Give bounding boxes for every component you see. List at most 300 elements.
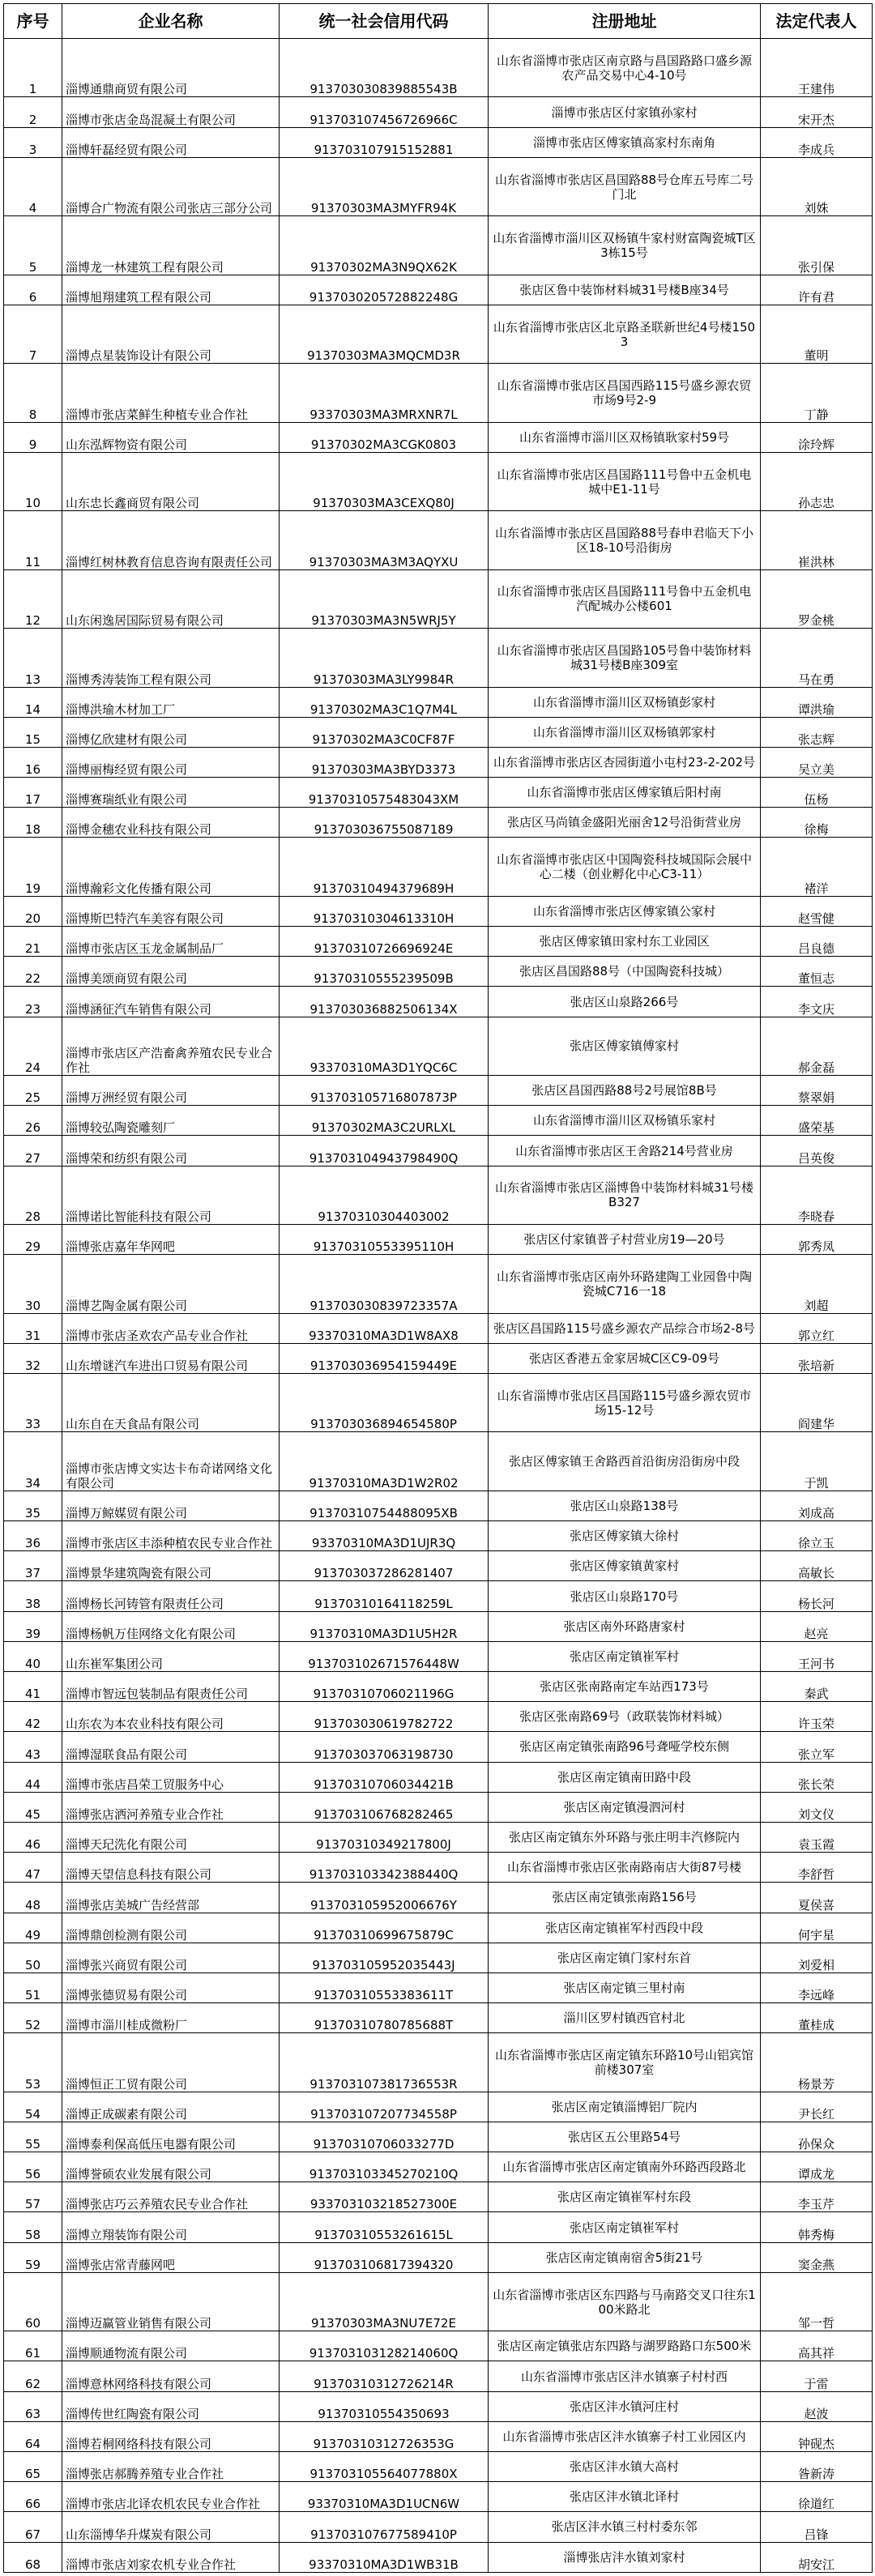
cell-legal-rep: 吕锋	[761, 2512, 873, 2542]
cell-legal-rep: 李晓春	[761, 1166, 873, 1224]
table-row	[4, 305, 873, 363]
cell-address: 张店区傅家镇田家村东工业园区	[489, 927, 761, 957]
cell-legal-rep: 张培新	[761, 1343, 873, 1373]
cell-legal-rep: 刘爱相	[761, 1943, 873, 1973]
cell-credit-code: 913703104943798490Q	[280, 1136, 489, 1166]
cell-credit-code: 91370303MA3NU7E72E	[280, 2272, 489, 2331]
cell-address: 淄博张店沣水镇刘家村	[489, 2542, 761, 2572]
cell-credit-code: 91370310164118259L	[280, 1581, 489, 1611]
cell-address: 张店区香港五金家居城C区C9-09号	[489, 1343, 761, 1373]
cell-no: 34	[4, 1432, 62, 1491]
cell-address: 张店区南定镇门家村东首	[489, 1943, 761, 1973]
table-row	[4, 927, 873, 957]
cell-address: 山东省淄博市张店区南外环路建陶工业园鲁中陶瓷城C716一18	[489, 1255, 761, 1313]
cell-no: 60	[4, 2272, 62, 2331]
table-row	[4, 1822, 873, 1852]
cell-address: 山东省淄博市张店区南京路与昌国路路口盛乡源农产品交易中心4-10号	[489, 39, 761, 97]
cell-legal-rep: 李远峰	[761, 1973, 873, 2002]
cell-address: 山东省淄博市张店区昌国路115号盛乡源农贸市场15-12号	[489, 1374, 761, 1432]
table-row	[4, 1166, 873, 1224]
cell-legal-rep: 郭立红	[761, 1313, 873, 1343]
enterprise-table	[3, 3, 873, 2573]
cell-credit-code: 93370310MA3D1WB31B	[280, 2542, 489, 2572]
cell-no: 51	[4, 1973, 62, 2002]
cell-company-name: 淄博立翔装饰有限公司	[62, 2212, 280, 2242]
cell-no: 44	[4, 1762, 62, 1792]
cell-company-name: 淄博天玘洗化有限公司	[62, 1822, 280, 1852]
cell-legal-rep: 昝新涛	[761, 2451, 873, 2481]
cell-credit-code: 91370303MA3MYFR94K	[280, 157, 489, 215]
table-row	[4, 1521, 873, 1551]
cell-credit-code: 913703030839885543B	[280, 39, 489, 97]
cell-address: 张店区山泉路138号	[489, 1491, 761, 1520]
table-row	[4, 1491, 873, 1520]
table-row	[4, 1255, 873, 1313]
cell-address: 张店区付家镇普子村营业房19—20号	[489, 1225, 761, 1255]
cell-company-name: 淄博杨长河铸管有限责任公司	[62, 1581, 280, 1611]
cell-legal-rep: 赵波	[761, 2391, 873, 2421]
cell-no: 52	[4, 2003, 62, 2033]
cell-address: 张店区沣水镇三村村委东邻	[489, 2512, 761, 2542]
cell-address: 山东省淄博市淄川区双杨镇耿家村59号	[489, 422, 761, 452]
cell-legal-rep: 徐立玉	[761, 1521, 873, 1551]
table-row	[4, 569, 873, 628]
cell-address: 张店区南定镇崔军村	[489, 1641, 761, 1671]
cell-legal-rep: 徐道红	[761, 2482, 873, 2512]
table-row	[4, 1017, 873, 1075]
cell-company-name: 山东农为本农业科技有限公司	[62, 1702, 280, 1732]
cell-legal-rep: 窦金燕	[761, 2242, 873, 2272]
cell-no: 21	[4, 927, 62, 957]
cell-company-name: 淄博轩磊经贸有限公司	[62, 127, 280, 157]
table-row	[4, 2361, 873, 2391]
cell-legal-rep: 胡安江	[761, 2542, 873, 2572]
cell-address: 张店区南定镇崔军村西段中段	[489, 1913, 761, 1943]
table-row	[4, 2212, 873, 2242]
cell-legal-rep: 于凯	[761, 1432, 873, 1491]
cell-credit-code: 913703036954159449E	[280, 1343, 489, 1373]
cell-credit-code: 93370310MA3D1UCN6W	[280, 2482, 489, 2512]
table-row	[4, 2451, 873, 2481]
cell-company-name: 淄博市张店刘家农机专业合作社	[62, 2542, 280, 2572]
table-row	[4, 2003, 873, 2033]
cell-no: 64	[4, 2421, 62, 2451]
cell-no: 46	[4, 1822, 62, 1852]
cell-company-name: 淄博万洲经贸有限公司	[62, 1076, 280, 1106]
cell-credit-code: 93370303MA3MRXNR7L	[280, 364, 489, 422]
table-row	[4, 1913, 873, 1943]
cell-no: 45	[4, 1792, 62, 1822]
table-row	[4, 717, 873, 747]
table-row	[4, 1883, 873, 1913]
cell-no: 37	[4, 1551, 62, 1581]
cell-company-name: 淄博市张店北译农机农民专业合作社	[62, 2482, 280, 2512]
cell-company-name: 淄博传世红陶瓷有限公司	[62, 2391, 280, 2421]
cell-address: 张店区南定镇张店东四路与湖罗路路口东500米	[489, 2331, 761, 2361]
cell-legal-rep: 褚洋	[761, 838, 873, 896]
cell-no: 7	[4, 305, 62, 363]
cell-address: 张店区南定镇南宿舍5街21号	[489, 2242, 761, 2272]
cell-legal-rep: 刘姝	[761, 157, 873, 215]
cell-company-name: 淄博张店美城广告经营部	[62, 1883, 280, 1913]
cell-no: 23	[4, 987, 62, 1017]
cell-legal-rep: 伍杨	[761, 778, 873, 808]
cell-company-name: 山东增谜汽车进出口贸易有限公司	[62, 1343, 280, 1373]
cell-legal-rep: 孙志忠	[761, 452, 873, 510]
cell-no: 54	[4, 2092, 62, 2122]
cell-company-name: 淄博市张店圣欢农产品专业合作社	[62, 1313, 280, 1343]
cell-credit-code: 913703103128214060Q	[280, 2331, 489, 2361]
table-row	[4, 1432, 873, 1491]
cell-no: 13	[4, 629, 62, 687]
table-row	[4, 2092, 873, 2122]
cell-credit-code: 91370310780785688T	[280, 2003, 489, 2033]
cell-company-name: 淄博涵征汽车销售有限公司	[62, 987, 280, 1017]
cell-legal-rep: 高敏长	[761, 1551, 873, 1581]
cell-credit-code: 91370310MA3D1U5H2R	[280, 1611, 489, 1641]
enterprise-table-sheet	[3, 3, 872, 2573]
table-row	[4, 747, 873, 777]
cell-address: 张店区南定镇三里村南	[489, 1973, 761, 2002]
table-row	[4, 1672, 873, 1702]
cell-credit-code: 91370310304613310H	[280, 896, 489, 926]
cell-legal-rep: 罗金桃	[761, 569, 873, 628]
cell-company-name: 淄博斯巴特汽车美容有限公司	[62, 896, 280, 926]
cell-credit-code: 91370310575483043XM	[280, 778, 489, 808]
cell-address: 山东省淄博市张店区昌国路111号鲁中五金机电汽配城办公楼601	[489, 569, 761, 628]
cell-address: 张店区山泉路170号	[489, 1581, 761, 1611]
table-body	[4, 39, 873, 2573]
cell-no: 20	[4, 896, 62, 926]
header-rep: 法定代表人	[761, 4, 873, 39]
cell-company-name: 淄博市淄川桂成微粉厂	[62, 2003, 280, 2033]
cell-company-name: 山东泓辉物资有限公司	[62, 422, 280, 452]
cell-legal-rep: 董恒志	[761, 957, 873, 987]
cell-address: 山东省淄博市张店区傅家镇公家村	[489, 896, 761, 926]
cell-credit-code: 913703106768282465	[280, 1792, 489, 1822]
cell-legal-rep: 袁玉霞	[761, 1822, 873, 1852]
cell-legal-rep: 秦武	[761, 1672, 873, 1702]
cell-legal-rep: 张立军	[761, 1732, 873, 1762]
cell-no: 25	[4, 1076, 62, 1106]
cell-address: 张店区昌国路115号盛乡源农产品综合市场2-8号	[489, 1313, 761, 1343]
table-row	[4, 127, 873, 157]
cell-credit-code: 913703103345270210Q	[280, 2152, 489, 2182]
cell-address: 山东省淄博市淄川区双杨镇郭家村	[489, 717, 761, 747]
cell-company-name: 淄博通鼎商贸有限公司	[62, 39, 280, 97]
cell-credit-code: 91370310349217800J	[280, 1822, 489, 1852]
cell-legal-rep: 赵亮	[761, 1611, 873, 1641]
cell-company-name: 淄博红树林教育信息咨询有限责任公司	[62, 511, 280, 569]
table-row	[4, 2391, 873, 2421]
cell-address: 张店区张南路南定车站西173号	[489, 1672, 761, 1702]
table-row	[4, 275, 873, 305]
cell-address: 张店区南定镇崔军村东段	[489, 2182, 761, 2212]
cell-address: 张店区五公里路54号	[489, 2122, 761, 2152]
cell-credit-code: 91370303MA3LY9984R	[280, 629, 489, 687]
table-row	[4, 452, 873, 510]
cell-credit-code: 91370302MA3N9QX62K	[280, 216, 489, 275]
cell-credit-code: 91370310312726214R	[280, 2361, 489, 2391]
cell-address: 淄川区罗村镇西官村北	[489, 2003, 761, 2033]
cell-legal-rep: 董明	[761, 305, 873, 363]
cell-no: 68	[4, 2542, 62, 2572]
cell-legal-rep: 崔洪林	[761, 511, 873, 569]
table-row	[4, 778, 873, 808]
cell-legal-rep: 董桂成	[761, 2003, 873, 2033]
cell-company-name: 淄博市张店区玉龙金属制品厂	[62, 927, 280, 957]
cell-company-name: 淄博张店常青藤网吧	[62, 2242, 280, 2272]
cell-no: 38	[4, 1581, 62, 1611]
cell-company-name: 淄博若桐网络科技有限公司	[62, 2421, 280, 2451]
cell-company-name: 淄博意林网络科技有限公司	[62, 2361, 280, 2391]
cell-company-name: 淄博龙一林建筑工程有限公司	[62, 216, 280, 275]
cell-no: 57	[4, 2182, 62, 2212]
cell-company-name: 山东自在天食品有限公司	[62, 1374, 280, 1432]
cell-credit-code: 91370303MA3CEXQ80J	[280, 452, 489, 510]
cell-credit-code: 91370302MA3C1Q7M4L	[280, 687, 489, 717]
cell-no: 5	[4, 216, 62, 275]
cell-credit-code: 91370303MA3N5WRJ5Y	[280, 569, 489, 628]
cell-address: 山东省淄博市张店区沣水镇寨子村工业园区内	[489, 2421, 761, 2451]
cell-legal-rep: 高其祥	[761, 2331, 873, 2361]
cell-address: 山东省淄博市张店区昌国西路115号盛乡源农贸市场9号2-9	[489, 364, 761, 422]
cell-legal-rep: 李文庆	[761, 987, 873, 1017]
cell-no: 32	[4, 1343, 62, 1373]
cell-legal-rep: 王建伟	[761, 39, 873, 97]
cell-company-name: 淄博诺比智能科技有限公司	[62, 1166, 280, 1224]
cell-company-name: 淄博正成碳素有限公司	[62, 2092, 280, 2122]
cell-company-name: 淄博万鲸媒贸有限公司	[62, 1491, 280, 1520]
cell-address: 山东省淄博市张店区沣水镇寨子村村西	[489, 2361, 761, 2391]
cell-no: 40	[4, 1641, 62, 1671]
cell-no: 18	[4, 808, 62, 838]
cell-address: 山东省淄博市张店区昌国路111号鲁中五金机电城中E1-11号	[489, 452, 761, 510]
cell-address: 山东省淄博市张店区昌国路88号仓库五号库二号门北	[489, 157, 761, 215]
cell-legal-rep: 赵雪健	[761, 896, 873, 926]
table-row	[4, 2331, 873, 2361]
cell-no: 67	[4, 2512, 62, 2542]
cell-credit-code: 93370310MA3D1YQC6C	[280, 1017, 489, 1075]
cell-address: 山东省淄博市张店区淄博鲁中装饰材料城31号楼B327	[489, 1166, 761, 1224]
header-no: 序号	[4, 4, 62, 39]
cell-company-name: 淄博杨帆万佳网络文化有限公司	[62, 1611, 280, 1641]
cell-credit-code: 91370303MA3MQCMD3R	[280, 305, 489, 363]
cell-legal-rep: 杨景芳	[761, 2033, 873, 2092]
cell-credit-code: 91370310304403002	[280, 1166, 489, 1224]
cell-credit-code: 913703107381736553R	[280, 2033, 489, 2092]
cell-company-name: 淄博秀涛装饰工程有限公司	[62, 629, 280, 687]
cell-address: 张店区沣水镇河庄村	[489, 2391, 761, 2421]
cell-credit-code: 913703036894654580P	[280, 1374, 489, 1432]
cell-credit-code: 93370310MA3D1W8AX8	[280, 1313, 489, 1343]
cell-no: 14	[4, 687, 62, 717]
cell-address: 山东省淄博市张店区昌国路105号鲁中装饰材料城31号楼B座309室	[489, 629, 761, 687]
cell-no: 30	[4, 1255, 62, 1313]
cell-credit-code: 91370310312726353G	[280, 2421, 489, 2451]
table-row	[4, 957, 873, 987]
cell-credit-code: 91370302MA3C0CF87F	[280, 717, 489, 747]
cell-company-name: 淄博张店郝腾养殖专业合作社	[62, 2451, 280, 2481]
cell-no: 4	[4, 157, 62, 215]
cell-address: 张店区南定镇张南路96号聋哑学校东侧	[489, 1732, 761, 1762]
table-row	[4, 1943, 873, 1973]
cell-no: 63	[4, 2391, 62, 2421]
cell-no: 6	[4, 275, 62, 305]
cell-credit-code: 913703102671576448W	[280, 1641, 489, 1671]
cell-no: 2	[4, 97, 62, 127]
cell-no: 31	[4, 1313, 62, 1343]
cell-credit-code: 913703105564077880X	[280, 2451, 489, 2481]
cell-company-name: 淄博亿欣建材有限公司	[62, 717, 280, 747]
table-row	[4, 808, 873, 838]
cell-credit-code: 91370310706034421B	[280, 1762, 489, 1792]
cell-address: 山东省淄博市张店区王舍路214号营业房	[489, 1136, 761, 1166]
table-row	[4, 422, 873, 452]
cell-legal-rep: 何宇星	[761, 1913, 873, 1943]
cell-no: 62	[4, 2361, 62, 2391]
table-row	[4, 1225, 873, 1255]
cell-company-name: 淄博荣和纺织有限公司	[62, 1136, 280, 1166]
cell-company-name: 淄博丽梅经贸有限公司	[62, 747, 280, 777]
cell-no: 61	[4, 2331, 62, 2361]
cell-credit-code: 933703103218527300E	[280, 2182, 489, 2212]
cell-address: 山东省淄博市张店区东四路与马南路交叉口往东100米路北	[489, 2272, 761, 2331]
cell-address: 张店区南定镇淄博铝厂院内	[489, 2092, 761, 2122]
cell-credit-code: 913703105952035443J	[280, 1943, 489, 1973]
cell-credit-code: 913703107207734558P	[280, 2092, 489, 2122]
cell-address: 山东省淄博市张店区南定镇南外环路西段路北	[489, 2152, 761, 2182]
cell-no: 29	[4, 1225, 62, 1255]
cell-no: 9	[4, 422, 62, 452]
cell-company-name: 淄博市张店区产浩畜禽养殖农民专业合作社	[62, 1017, 280, 1075]
cell-legal-rep: 谭洪瑜	[761, 687, 873, 717]
cell-legal-rep: 阎建华	[761, 1374, 873, 1432]
table-row	[4, 987, 873, 1017]
cell-no: 19	[4, 838, 62, 896]
cell-legal-rep: 于雷	[761, 2361, 873, 2391]
cell-legal-rep: 郭秀凤	[761, 1225, 873, 1255]
table-row	[4, 2152, 873, 2182]
cell-address: 山东省淄博市张店区昌国路88号春申君临天下小区18-10号沿街房	[489, 511, 761, 569]
table-row	[4, 1343, 873, 1373]
table-row	[4, 1313, 873, 1343]
table-row	[4, 1581, 873, 1611]
cell-company-name: 山东崔军集团公司	[62, 1641, 280, 1671]
cell-legal-rep: 郝金磊	[761, 1017, 873, 1075]
cell-credit-code: 913703106817394320	[280, 2242, 489, 2272]
cell-legal-rep: 许玉荣	[761, 1702, 873, 1732]
cell-credit-code: 91370310553383611T	[280, 1973, 489, 2002]
cell-address: 张店区昌国路88号（中国陶瓷科技城）	[489, 957, 761, 987]
cell-legal-rep: 涂玲辉	[761, 422, 873, 452]
cell-no: 48	[4, 1883, 62, 1913]
cell-address: 张店区傅家镇傅家村	[489, 1017, 761, 1075]
cell-credit-code: 913703107677589410P	[280, 2512, 489, 2542]
table-row	[4, 1611, 873, 1641]
cell-company-name: 山东闲逸居国际贸易有限公司	[62, 569, 280, 628]
table-row	[4, 157, 873, 215]
cell-address: 张店区鲁中装饰材料城31号楼B座34号	[489, 275, 761, 305]
cell-no: 65	[4, 2451, 62, 2481]
cell-company-name: 山东淄博华升煤炭有限公司	[62, 2512, 280, 2542]
header-row	[4, 4, 873, 39]
table-row	[4, 1973, 873, 2002]
cell-legal-rep: 邹一哲	[761, 2272, 873, 2331]
cell-credit-code: 913703103342388440Q	[280, 1853, 489, 1883]
cell-company-name: 淄博鼎创检测有限公司	[62, 1913, 280, 1943]
cell-legal-rep: 谭成龙	[761, 2152, 873, 2182]
cell-no: 56	[4, 2152, 62, 2182]
cell-credit-code: 91370310MA3D1W2R02	[280, 1432, 489, 1491]
cell-address: 张店区南定镇漫泗河村	[489, 1792, 761, 1822]
cell-address: 张店区张南路69号（政联装饰材料城）	[489, 1702, 761, 1732]
table-row	[4, 896, 873, 926]
cell-company-name: 淄博市张店金岛混凝土有限公司	[62, 97, 280, 127]
table-row	[4, 97, 873, 127]
cell-company-name: 淄博湿联食品有限公司	[62, 1732, 280, 1762]
cell-address: 张店区傅家镇大徐村	[489, 1521, 761, 1551]
cell-legal-rep: 丁静	[761, 364, 873, 422]
table-row	[4, 2272, 873, 2331]
cell-legal-rep: 孙保众	[761, 2122, 873, 2152]
cell-no: 47	[4, 1853, 62, 1883]
cell-address: 张店区沣水镇大高村	[489, 2451, 761, 2481]
cell-legal-rep: 李舒哲	[761, 1853, 873, 1883]
table-row	[4, 2182, 873, 2212]
table-row	[4, 2542, 873, 2572]
cell-no: 3	[4, 127, 62, 157]
cell-address: 山东省淄博市张店区中国陶瓷科技城国际会展中心二楼（创业孵化中心C3-11）	[489, 838, 761, 896]
cell-address: 张店区南定镇南田路中段	[489, 1762, 761, 1792]
table-row	[4, 2242, 873, 2272]
cell-address: 山东省淄博市淄川区双杨镇彭家村	[489, 687, 761, 717]
cell-no: 28	[4, 1166, 62, 1224]
cell-credit-code: 91370310554350693	[280, 2391, 489, 2421]
cell-no: 43	[4, 1732, 62, 1762]
cell-legal-rep: 许有君	[761, 275, 873, 305]
table-row	[4, 2033, 873, 2092]
cell-no: 15	[4, 717, 62, 747]
table-row	[4, 629, 873, 687]
cell-legal-rep: 韩秀梅	[761, 2212, 873, 2242]
cell-legal-rep: 钟砚杰	[761, 2421, 873, 2451]
cell-address: 山东省淄博市张店区张南路南店大街87号楼	[489, 1853, 761, 1883]
cell-company-name: 淄博点星装饰设计有限公司	[62, 305, 280, 363]
cell-no: 33	[4, 1374, 62, 1432]
cell-no: 16	[4, 747, 62, 777]
table-row	[4, 838, 873, 896]
cell-company-name: 淄博艺陶金属有限公司	[62, 1255, 280, 1313]
cell-credit-code: 91370302MA3CGK0803	[280, 422, 489, 452]
cell-credit-code: 913703020572882248G	[280, 275, 489, 305]
cell-company-name: 淄博美颂商贸有限公司	[62, 957, 280, 987]
cell-address: 山东省淄博市张店区傅家镇后阳村南	[489, 778, 761, 808]
cell-no: 22	[4, 957, 62, 987]
cell-company-name: 淄博合广物流有限公司张店三部分公司	[62, 157, 280, 215]
cell-legal-rep: 王河书	[761, 1641, 873, 1671]
cell-company-name: 淄博市张店昌荣工贸服务中心	[62, 1762, 280, 1792]
table-row	[4, 1136, 873, 1166]
cell-company-name: 淄博张店巧云养殖农民专业合作社	[62, 2182, 280, 2212]
cell-company-name: 淄博张兴商贸有限公司	[62, 1943, 280, 1973]
cell-credit-code: 913703037063198730	[280, 1732, 489, 1762]
table-row	[4, 2482, 873, 2512]
cell-company-name: 淄博迈赢管业销售有限公司	[62, 2272, 280, 2331]
cell-legal-rep: 蔡翠娟	[761, 1076, 873, 1106]
table-row	[4, 39, 873, 97]
cell-no: 26	[4, 1106, 62, 1136]
